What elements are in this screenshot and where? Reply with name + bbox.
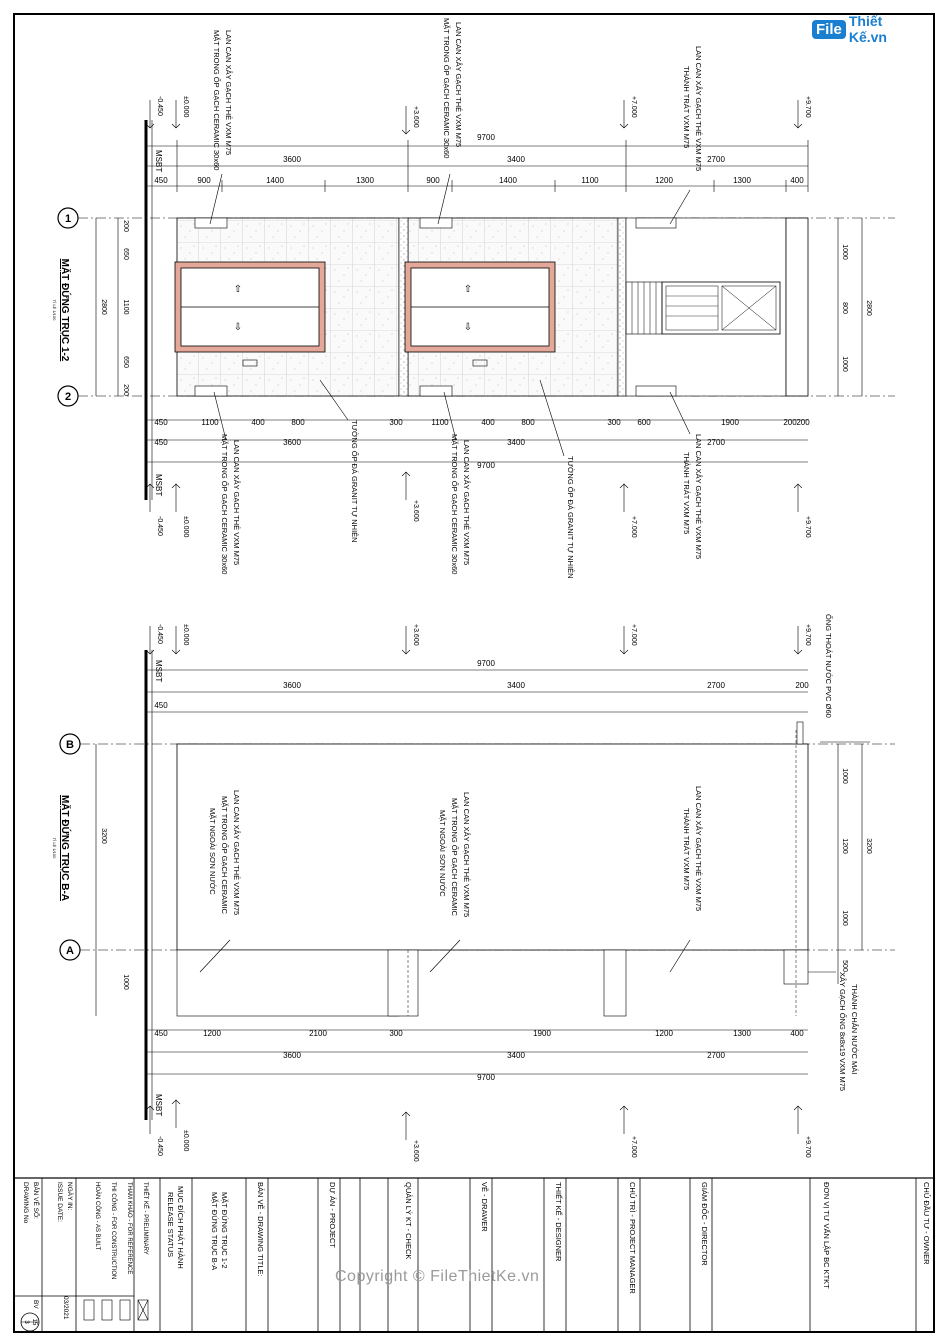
svg-text:-0.450: -0.450 xyxy=(156,624,163,644)
svg-text:2800: 2800 xyxy=(865,300,872,316)
svg-text:2100: 2100 xyxy=(309,1029,327,1038)
elevation-1-2 xyxy=(52,18,895,579)
svg-text:MSBT: MSBT xyxy=(154,1094,163,1117)
dim-span-2: 3400 xyxy=(507,155,525,164)
svg-text:1200: 1200 xyxy=(841,838,848,854)
svg-text:MẶT NGOÀI SƠN NƯỚC: MẶT NGOÀI SƠN NƯỚC xyxy=(438,810,447,897)
svg-text:3400: 3400 xyxy=(507,681,525,690)
svg-text:+9.700: +9.700 xyxy=(804,1136,811,1158)
svg-text:650: 650 xyxy=(122,248,129,260)
svg-text:MẶT ĐỨNG TRỤC 1-2: MẶT ĐỨNG TRỤC 1-2 xyxy=(59,258,70,362)
svg-text:+3.600: +3.600 xyxy=(412,106,419,128)
svg-text:200: 200 xyxy=(122,384,129,396)
note-render-3: THÀNH TRÁT VXM M75 xyxy=(682,66,691,149)
svg-text:3200: 3200 xyxy=(100,828,107,844)
svg-text:1000: 1000 xyxy=(841,768,848,784)
svg-text:1000: 1000 xyxy=(841,356,848,372)
svg-text:BẢN VẼ SỐ:: BẢN VẼ SỐ: xyxy=(32,1182,39,1219)
svg-text:1400: 1400 xyxy=(499,176,517,185)
svg-text:THÀNH TRÁT VXM M75: THÀNH TRÁT VXM M75 xyxy=(682,808,691,891)
tb-issue-date: 03/2021 xyxy=(62,1296,69,1320)
svg-text:+3.600: +3.600 xyxy=(412,500,419,522)
note-ceramic-1: MẶT TRONG ỐP GẠCH CERAMIC 30x60 xyxy=(212,30,221,171)
tb-release-en: RELEASE STATUS xyxy=(166,1192,175,1258)
svg-text:1000: 1000 xyxy=(841,244,848,260)
svg-text:450: 450 xyxy=(154,701,168,710)
svg-text:1000: 1000 xyxy=(841,910,848,926)
svg-text:MẶT ĐỨNG TRỤC B-A: MẶT ĐỨNG TRỤC B-A xyxy=(59,794,70,902)
svg-text:1100: 1100 xyxy=(201,418,219,427)
svg-text:1300: 1300 xyxy=(356,176,374,185)
svg-text:+7.000: +7.000 xyxy=(630,516,637,538)
tb-drawing-title-1: MẶT ĐỨNG TRỤC 1-2 xyxy=(220,1192,229,1269)
svg-text:TỈ LỆ 1/100: TỈ LỆ 1/100 xyxy=(52,837,57,859)
svg-text:ISSUE DATE:: ISSUE DATE: xyxy=(56,1182,63,1222)
svg-text:1100: 1100 xyxy=(581,176,599,185)
ba-dim-total-top: 9700 xyxy=(477,659,495,668)
svg-text:650: 650 xyxy=(122,356,129,368)
svg-text:400: 400 xyxy=(251,418,265,427)
svg-text:MSBT: MSBT xyxy=(154,660,163,683)
svg-text:200: 200 xyxy=(796,418,810,427)
note-roof-curb: THÀNH CHẮN NƯỚC MÁI xyxy=(850,984,859,1075)
svg-text:LAN CAN XÂY GẠCH THẺ VXM M75: LAN CAN XÂY GẠCH THẺ VXM M75 xyxy=(232,440,241,566)
svg-text:DRAWING No: DRAWING No xyxy=(22,1182,29,1224)
tb-release-vn: MỤC ĐÍCH PHÁT HÀNH xyxy=(176,1186,185,1269)
elevation-1-2-title xyxy=(52,259,72,362)
svg-text:1200: 1200 xyxy=(203,1029,221,1038)
svg-text:1300: 1300 xyxy=(733,1029,751,1038)
dim-span-1: 3600 xyxy=(283,155,301,164)
svg-text:+3.600: +3.600 xyxy=(412,624,419,646)
svg-text:MẶT TRONG ỐP GẠCH CERAMIC 30x6: MẶT TRONG ỐP GẠCH CERAMIC 30x60 xyxy=(450,434,459,575)
msbt-label-top: MSBT xyxy=(154,150,163,173)
tb-project: DỰ ÁN - PROJECT xyxy=(328,1182,337,1248)
svg-text:450: 450 xyxy=(154,1029,168,1038)
svg-text:1400: 1400 xyxy=(266,176,284,185)
svg-text:⇧: ⇧ xyxy=(463,284,473,295)
tb-project-manager: CHỦ TRÌ - PROJECT MANAGER xyxy=(628,1182,637,1294)
svg-text:200: 200 xyxy=(795,681,809,690)
note-parapet-1: LAN CAN XÂY GẠCH THẺ VXM M75 xyxy=(224,30,233,156)
svg-text:TỈ LỆ 1/100: TỈ LỆ 1/100 xyxy=(52,299,57,321)
tb-owner: CHỦ ĐẦU TƯ - OWNER xyxy=(922,1182,931,1265)
note-granite-1: TƯỜNG ỐP ĐÁ GRANIT TỰ NHIÊN xyxy=(350,420,359,543)
svg-text:LAN CAN XÂY GẠCH THẺ VXM M75: LAN CAN XÂY GẠCH THẺ VXM M75 xyxy=(694,434,703,560)
note-parapet-3: LAN CAN XÂY GẠCH THẺ VXM M75 xyxy=(694,46,703,172)
dim-total-top: 9700 xyxy=(477,133,495,142)
tb-designer: THIẾT KẾ - DESIGNER xyxy=(554,1182,563,1262)
svg-text:⇧: ⇧ xyxy=(233,284,243,295)
svg-text:+7.000: +7.000 xyxy=(630,624,637,646)
svg-text:1000: 1000 xyxy=(122,974,129,990)
svg-text:3600: 3600 xyxy=(283,1051,301,1060)
svg-text:LAN CAN XÂY GẠCH THẺ VXM M75: LAN CAN XÂY GẠCH THẺ VXM M75 xyxy=(462,792,471,918)
svg-text:±0.000: ±0.000 xyxy=(182,624,189,646)
dim-span-3: 2700 xyxy=(707,155,725,164)
svg-text:±0.000: ±0.000 xyxy=(182,516,189,538)
svg-text:900: 900 xyxy=(197,176,211,185)
svg-text:450: 450 xyxy=(154,176,168,185)
svg-text:1100: 1100 xyxy=(431,418,449,427)
svg-text:600: 600 xyxy=(637,418,651,427)
tb-sheet-no: 15 xyxy=(31,1318,37,1326)
svg-text:LAN CAN XÂY GẠCH THẺ VXM M75: LAN CAN XÂY GẠCH THẺ VXM M75 xyxy=(232,790,241,916)
note-drain-pipe: ỐNG THOÁT NƯỚC PVC Ø60 xyxy=(824,614,833,718)
svg-text:800: 800 xyxy=(841,302,848,314)
tb-drawing-title-2: MẶT ĐỨNG TRỤC B-A xyxy=(210,1192,219,1271)
svg-text:450: 450 xyxy=(154,438,168,447)
svg-text:+3.600: +3.600 xyxy=(412,1140,419,1162)
svg-text:1900: 1900 xyxy=(721,418,739,427)
svg-text:HOÀN CÔNG - AS BUILT: HOÀN CÔNG - AS BUILT xyxy=(94,1182,100,1251)
svg-text:1900: 1900 xyxy=(533,1029,551,1038)
svg-text:MẶT TRONG ỐP GẠCH CERAMIC: MẶT TRONG ỐP GẠCH CERAMIC xyxy=(220,796,229,914)
svg-text:800: 800 xyxy=(521,418,535,427)
svg-text:2700: 2700 xyxy=(707,681,725,690)
svg-text:2800: 2800 xyxy=(100,299,107,315)
svg-text:9700: 9700 xyxy=(477,1073,495,1082)
tb-check: QUẢN LÝ KT - CHECK xyxy=(404,1182,413,1260)
svg-text:-0.450: -0.450 xyxy=(156,1136,163,1156)
svg-text:900: 900 xyxy=(426,176,440,185)
svg-text:LAN CAN XÂY GẠCH THẺ VXM M75: LAN CAN XÂY GẠCH THẺ VXM M75 xyxy=(462,440,471,566)
svg-text:400: 400 xyxy=(481,418,495,427)
svg-text:300: 300 xyxy=(389,418,403,427)
svg-text:THI CÔNG - FOR CONSTRUCTION: THI CÔNG - FOR CONSTRUCTION xyxy=(110,1182,116,1280)
svg-text:+9.700: +9.700 xyxy=(804,624,811,646)
svg-text:THIẾT KẾ - PRELIMINARY: THIẾT KẾ - PRELIMINARY xyxy=(142,1182,148,1255)
svg-text:THAM KHẢO - FOR REFERENCE: THAM KHẢO - FOR REFERENCE xyxy=(126,1182,132,1275)
svg-text:±0.000: ±0.000 xyxy=(182,1130,189,1152)
svg-text:+9.700: +9.700 xyxy=(804,96,811,118)
svg-text:+9.700: +9.700 xyxy=(804,516,811,538)
note-parapet-2: LAN CAN XÂY GẠCH THẺ VXM M75 xyxy=(454,22,463,148)
svg-text:9700: 9700 xyxy=(477,461,495,470)
svg-text:NGÀY IN:: NGÀY IN: xyxy=(66,1182,73,1211)
svg-text:300: 300 xyxy=(607,418,621,427)
svg-text:±0.000: ±0.000 xyxy=(182,96,189,118)
tb-sheet-of: 3 xyxy=(23,1320,29,1324)
title-block xyxy=(14,1178,934,1332)
svg-text:1100: 1100 xyxy=(122,299,129,315)
svg-text:2700: 2700 xyxy=(707,438,725,447)
svg-text:200: 200 xyxy=(122,220,129,232)
note-ceramic-2: MẶT TRONG ỐP GẠCH CERAMIC 30x60 xyxy=(442,18,451,159)
axis-b-label: B xyxy=(66,739,74,751)
svg-text:+7.000: +7.000 xyxy=(630,1136,637,1158)
svg-text:3200: 3200 xyxy=(865,838,872,854)
copyright-watermark: Copyright © FileThietKe.vn xyxy=(335,1268,540,1285)
note-brick: XÂY GẠCH ỐNG 8x8x19 VXM M75 xyxy=(838,972,847,1092)
tb-director: GIÁM ĐỐC - DIRECTOR xyxy=(700,1182,709,1266)
svg-text:THÀNH TRÁT VXM M75: THÀNH TRÁT VXM M75 xyxy=(682,452,691,535)
svg-text:+7.000: +7.000 xyxy=(630,96,637,118)
svg-text:300: 300 xyxy=(389,1029,403,1038)
svg-text:⇩: ⇩ xyxy=(463,322,473,333)
tb-drawer: VẼ - DRAWER xyxy=(480,1182,489,1232)
site-logo[interactable] xyxy=(812,14,922,44)
svg-text:BV: BV xyxy=(32,1300,39,1309)
svg-text:1200: 1200 xyxy=(655,1029,673,1038)
elevation-b-a xyxy=(52,614,895,1162)
svg-text:450: 450 xyxy=(154,418,168,427)
svg-text:400: 400 xyxy=(790,176,804,185)
svg-text:-0.450: -0.450 xyxy=(156,96,163,116)
svg-text:MẶT TRONG ỐP GẠCH CERAMIC 30x6: MẶT TRONG ỐP GẠCH CERAMIC 30x60 xyxy=(220,434,229,575)
tb-consultant: ĐƠN VỊ TƯ VẤN LẬP BC KTKT xyxy=(822,1182,831,1289)
svg-text:3400: 3400 xyxy=(507,438,525,447)
axis-2-label: 2 xyxy=(64,391,72,403)
svg-text:-0.450: -0.450 xyxy=(156,516,163,536)
msbt-label-bottom: MSBT xyxy=(154,474,163,497)
svg-text:LAN CAN XÂY GẠCH THẺ VXM M75: LAN CAN XÂY GẠCH THẺ VXM M75 xyxy=(694,786,703,912)
logo-text: Thiết Kế.vn xyxy=(848,13,887,45)
svg-text:500: 500 xyxy=(841,960,848,972)
svg-text:1200: 1200 xyxy=(655,176,673,185)
svg-text:2700: 2700 xyxy=(707,1051,725,1060)
svg-text:MẶT TRONG ỐP GẠCH CERAMIC: MẶT TRONG ỐP GẠCH CERAMIC xyxy=(450,798,459,916)
svg-text:MẶT NGOÀI SƠN NƯỚC: MẶT NGOÀI SƠN NƯỚC xyxy=(208,808,217,895)
svg-text:200: 200 xyxy=(783,418,797,427)
axis-1-label: 1 xyxy=(64,213,72,225)
axis-a-label: A xyxy=(66,945,74,957)
svg-text:⇩: ⇩ xyxy=(233,322,243,333)
svg-text:3600: 3600 xyxy=(283,438,301,447)
svg-text:400: 400 xyxy=(790,1029,804,1038)
note-granite-2: TƯỜNG ỐP ĐÁ GRANIT TỰ NHIÊN xyxy=(566,456,575,579)
tb-drawing-title-label: BẢN VẼ - DRAWING TITLE: xyxy=(256,1182,265,1277)
elevation-b-a-title xyxy=(52,795,72,901)
svg-text:800: 800 xyxy=(291,418,305,427)
logo-badge: File xyxy=(812,20,846,39)
svg-text:3600: 3600 xyxy=(283,681,301,690)
svg-text:3400: 3400 xyxy=(507,1051,525,1060)
svg-text:1300: 1300 xyxy=(733,176,751,185)
